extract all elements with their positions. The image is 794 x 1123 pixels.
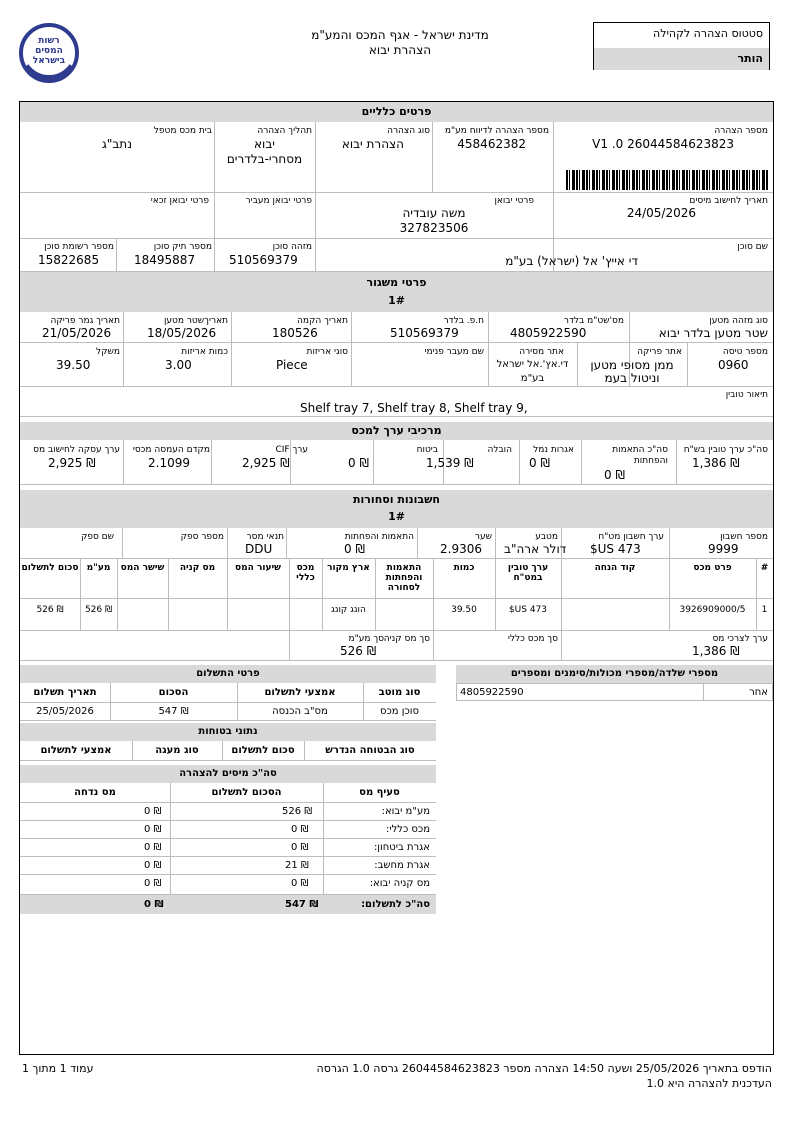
ins-col-method: אמצעי לתשלום: [40, 745, 112, 756]
importer-id: 327823506: [399, 221, 469, 235]
importer-label: פרטי יבואן: [494, 196, 534, 206]
footer-page: עמוד 1 מתוך 1: [22, 1062, 94, 1075]
customs-house: נתב"ג: [101, 137, 132, 151]
value-c7: 2.1099: [148, 456, 190, 470]
tax-row-4-deferred: ₪ 0: [144, 860, 162, 871]
tax-col-deferred: מס נדחה: [74, 787, 116, 798]
value-c2-label-1: סה"כ התאמות: [612, 445, 668, 455]
adj-label: התאמות והפחתות: [344, 532, 414, 542]
org-line: מדינת ישראל - אגף המכס והמע"מ: [311, 28, 489, 42]
release-site-label: אתר מסירה: [519, 347, 564, 357]
value-c8: ₪ 2,925: [48, 456, 96, 470]
row-quantity: 39.50: [451, 605, 477, 615]
pay-col-method: אמצעי לתשלום: [264, 687, 336, 698]
weight: 39.50: [56, 358, 91, 372]
unload-site-1: ממן מסופי מטען: [590, 358, 674, 372]
total-purchase-label: סך מס קניה: [383, 634, 430, 644]
tax-row-3-item: אגרת ביטחון:: [373, 842, 430, 853]
process-label: תהליך הצהרה: [257, 126, 312, 136]
value-c3-label: אגרות נמל: [533, 445, 574, 455]
tax-col-amount: הסכום לתשלום: [211, 787, 282, 798]
courier-manifest-label: מס'שט"מ בלדר: [563, 316, 624, 326]
invoices-title: חשבונות וסחורות: [353, 493, 440, 506]
value-c8-label: ערך עסקה לחישוב מס: [33, 445, 120, 455]
transit-importer-label: פרטי יבואן מעביר: [245, 196, 312, 206]
tax-total-deferred: ₪ 0: [144, 899, 164, 910]
tax-col-item: סעיף מס: [359, 787, 400, 798]
release-site: די.אץ'.אל ישראל בע"מ: [496, 359, 569, 384]
col-tariff: פרט מכס: [693, 563, 732, 573]
tax-row-4-amount: ₪ 21: [285, 860, 309, 871]
agent-reg-label: מספר רשומת סוכן: [44, 242, 114, 252]
declaration-no: 26044584623823 V1 .0: [592, 137, 734, 151]
logo-text-2: המסים: [35, 46, 63, 56]
tax-row-4-item: אגרת מחשב:: [374, 860, 430, 871]
pay-col-amount: הסכום: [158, 687, 189, 698]
col-purchase-tax: מס קניה: [179, 563, 216, 573]
status-label: סטטוס הצהרה לקהילה: [653, 27, 763, 40]
col-total: סכום לתשלום: [21, 563, 79, 573]
pkg-qty: 3.00: [165, 358, 192, 372]
section-general-title: פרטים כלליים: [20, 102, 773, 122]
total-consumer-label: ערך לצרכי מס: [712, 634, 768, 644]
tax-row-5-amount: ₪ 0: [291, 878, 309, 889]
inv-no: 9999: [708, 542, 739, 556]
section-shipping-docs-title: מספרי שלדה/מספרי מכולות/סימנים ומספרים: [456, 665, 773, 683]
col-general-duty: מכס כללי: [296, 563, 315, 583]
agent-name: די אייץ' אל (ישראל) בע"מ: [505, 254, 638, 268]
shipment-title: פרטי משגור: [366, 276, 427, 289]
courier-id: 510569379: [390, 326, 459, 340]
ins-col-envelope: סוג מעגה: [155, 745, 199, 756]
footer-updated: העדכנית להצהרה היא 1.0: [646, 1077, 772, 1090]
courier-id-label: ח.פ. בלדר: [443, 316, 484, 326]
col-goods-value: ערך טובין במט"ח: [507, 563, 549, 583]
agent-name-label: שם סוכן: [737, 242, 768, 252]
section-value-title: מרכיבי ערך למכס: [20, 422, 773, 440]
bl-date: 18/05/2026: [147, 326, 217, 340]
shipping-docs-value: 4805922590: [460, 687, 524, 698]
tax-row-5-deferred: ₪ 0: [144, 878, 162, 889]
section-invoices-title: [20, 490, 773, 528]
status-box: [593, 22, 770, 70]
value-c1: ₪ 1,386: [692, 456, 740, 470]
shipment-index: 1#: [388, 294, 405, 307]
col-rate-tax: שישר המס: [120, 563, 165, 573]
pay-col-date: תאריך תשלום: [33, 687, 97, 698]
barcode: [566, 170, 768, 190]
created: 180526: [272, 326, 318, 340]
internal-pass-label: שם מעבר פנימי: [424, 347, 484, 357]
doc-type: הצהרת יבוא: [368, 43, 432, 57]
calc-date: 24/05/2026: [626, 206, 696, 220]
section-payment-title: פרטי התשלום: [20, 665, 436, 683]
rate-label: שער: [474, 532, 492, 542]
value-c6-label: ערך CIF: [275, 445, 308, 455]
row-goods-value: 473 US$: [508, 605, 548, 615]
courier-manifest: 4805922590: [510, 326, 587, 340]
tax-total: ₪ 547: [285, 899, 319, 910]
unload-end-label: תאריך גמר פריקה: [50, 316, 120, 326]
terms-label: תנאי מסר: [246, 532, 284, 542]
logo-text-1: רשות: [38, 36, 60, 46]
total-vat-label: סך מע"מ: [348, 634, 384, 644]
tax-row-1-deferred: ₪ 0: [144, 806, 162, 817]
goods-desc-label: תיאור טובין: [725, 390, 768, 400]
tax-row-3-deferred: ₪ 0: [144, 842, 162, 853]
value-c6: ₪ 2,925: [242, 456, 290, 470]
importer-name: משה עובדיה: [402, 206, 466, 220]
created-label: תאריך הקמה: [297, 316, 348, 326]
agent-id: 510569379: [229, 253, 298, 267]
col-discount: קוד הנחה: [594, 563, 636, 573]
tax-row-2-item: מכס כללי:: [385, 824, 430, 835]
tax-authority-logo: [18, 22, 80, 84]
value-c3: ₪ 0: [529, 456, 550, 470]
value-c4: ₪ 1,539: [426, 456, 474, 470]
total-consumer: ₪ 1,386: [692, 644, 740, 658]
status-value: הותר: [594, 48, 769, 70]
adj: ₪ 0: [344, 542, 365, 556]
ins-col-amount: סכום לתשלום: [231, 745, 295, 756]
col-adjustments: התאמות והפחתות לסחורה: [385, 563, 423, 593]
tax-row-2-amount: ₪ 0: [291, 824, 309, 835]
tax-total-label: סה"כ לתשלום:: [361, 899, 430, 910]
unload-end: 21/05/2026: [42, 326, 112, 340]
tax-row-5-item: מס קניה יבוא:: [369, 878, 430, 889]
supplier-no-label: מספר ספק: [180, 532, 224, 542]
vat-file-label: מספר הצהרה לדיווח מע"מ: [444, 126, 549, 136]
currency-label: מטבע: [535, 532, 558, 542]
vat-file: 458462382: [457, 137, 526, 151]
col-tax-rate: שיעור המס: [235, 563, 281, 573]
row-origin: הונג קונג: [331, 605, 366, 615]
row-total: ₪ 526: [36, 605, 64, 615]
pay-beneficiary: סוכן מכס: [380, 706, 419, 717]
section-shipment-title: [20, 272, 773, 312]
agent-file-label: מספר תיק סוכן: [153, 242, 212, 252]
value-c1-label: סה"כ ערך טובין בש"ח: [683, 445, 768, 455]
goods-desc: Shelf tray 7, Shelf tray 8, Shelf tray 9,: [300, 401, 528, 415]
total-general-label: סך מכס כללי: [507, 634, 558, 644]
decl-type-label: סוג הצהרה: [387, 126, 430, 136]
manifest-type-label: סוג מזהה מטען: [709, 316, 768, 326]
terms: DDU: [245, 542, 273, 556]
pay-col-beneficiary: סוג מוטב: [378, 687, 421, 698]
manifest-type: שטר מטען בלדר יבוא: [658, 326, 768, 340]
process-1: יבוא: [254, 137, 275, 151]
flight: 0960: [718, 358, 749, 372]
bl-date-label: תאריךשטר מטען: [163, 316, 228, 326]
unload-site-2: וניטול בעמ: [604, 371, 660, 385]
value-c5-label: ביטוח: [416, 445, 438, 455]
pay-method: מס"ב הכנסה: [272, 706, 328, 717]
pay-amount: ₪ 547: [158, 706, 189, 717]
inv-val: 473 US$: [590, 542, 641, 556]
ins-col-type: סוג הבטוחה הנדרש: [325, 745, 415, 756]
weight-label: משקל: [96, 347, 120, 357]
flight-label: מספר טיסה: [722, 347, 768, 357]
decl-type: הצהרת יבוא: [341, 137, 404, 151]
inv-val-label: ערך חשבון מט"ח: [598, 532, 664, 542]
col-vat: מע"מ: [86, 563, 111, 573]
section-taxes-title: סה"כ מיסים להצהרה: [20, 765, 436, 783]
tax-row-1-item: מע"מ יבוא:: [381, 806, 430, 817]
unload-site-label: אתר פריקה: [637, 347, 682, 357]
value-c5: ₪ 0: [348, 456, 369, 470]
row-vat: ₪ 526: [84, 605, 113, 615]
footer-printed: הודפס בתאריך 25/05/2026 ושעה 14:50 הצהרה מספר 26044584623823 גרסה 1.0 הגרסה: [316, 1062, 772, 1075]
invoices-index: 1#: [388, 510, 405, 523]
pkg-type-label: סוגי אריזות: [306, 347, 348, 357]
value-c2: ₪ 0: [604, 468, 625, 482]
declaration-no-label: מספר הצהרה: [714, 126, 768, 136]
col-origin: ארץ מקור: [327, 563, 370, 573]
value-c4-label: הובלה: [487, 445, 512, 455]
value-c7-label: מקדם העמסה מכסי: [132, 445, 210, 455]
pkg-type: Piece: [276, 358, 308, 372]
tax-row-2-deferred: ₪ 0: [144, 824, 162, 835]
supplier-name-label: שם ספק: [80, 532, 114, 542]
section-insurance-title: נתוני בטוחות: [20, 723, 436, 741]
customs-house-label: בית מכס מטפל: [153, 126, 212, 136]
tax-row-1-amount: ₪ 526: [282, 806, 313, 817]
col-index: #: [760, 563, 769, 573]
inv-no-label: מספר חשבון: [720, 532, 768, 542]
row-tariff: 3926909000/5: [679, 605, 746, 615]
rate: 2.9306: [440, 542, 482, 556]
shipping-docs-type: אחר: [749, 687, 768, 698]
rights-importer-label: פרטי יבואן זכאי: [150, 196, 209, 206]
tax-row-3-amount: ₪ 0: [291, 842, 309, 853]
logo-text-3: בישראל: [32, 56, 66, 66]
calc-date-label: תאריך לחישוב מיסים: [689, 196, 768, 206]
row-index: 1: [761, 605, 768, 615]
currency: דולר ארה"ב: [504, 542, 567, 556]
process-2: מסחרי-בלדרים: [226, 152, 303, 166]
agent-file: 18495887: [134, 253, 196, 267]
pay-date: 25/05/2026: [36, 706, 94, 717]
agent-id-label: מזהה סוכן: [272, 242, 312, 252]
pkg-qty-label: כמות אריזות: [181, 347, 228, 357]
col-quantity: כמות: [453, 563, 475, 573]
agent-reg: 15822685: [38, 253, 100, 267]
value-c2-label-2: והפחתות: [633, 456, 668, 466]
total-vat: ₪ 526: [340, 644, 377, 658]
